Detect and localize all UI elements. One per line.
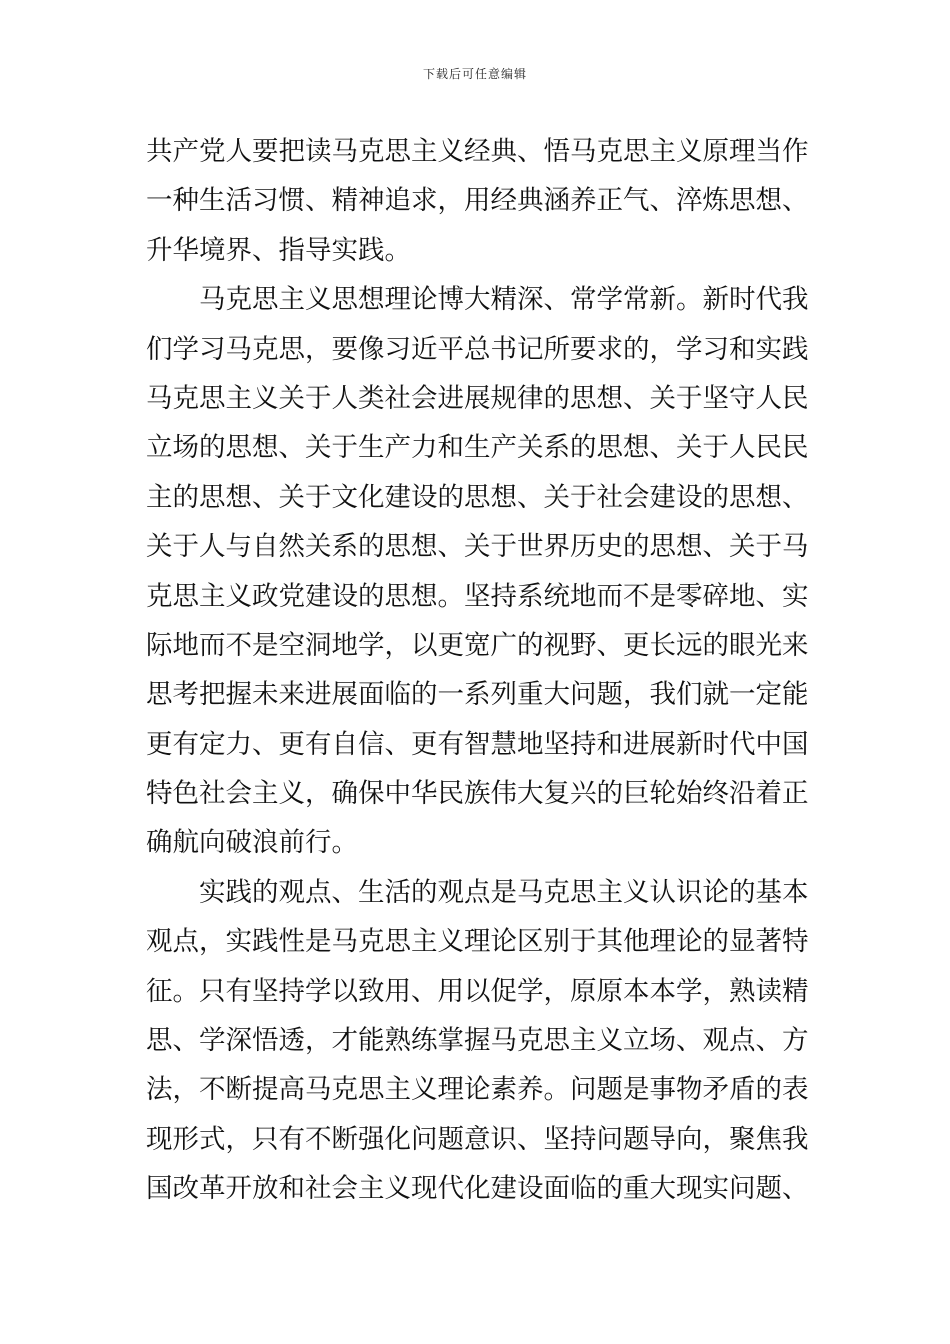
- document-body: [146, 127, 809, 1214]
- paragraph-2-line: 际地而不是空洞地学，以更宽广的视野、更长远的眼光来: [146, 629, 809, 661]
- paragraph-2-line: 们学习马克思，要像习近平总书记所要求的，学习和实践: [146, 333, 809, 365]
- paragraph-2-line: 关于人与自然关系的思想、关于世界历史的思想、关于马: [146, 531, 809, 563]
- paragraph-2-line: 立场的思想、关于生产力和生产关系的思想、关于人民民: [146, 432, 809, 464]
- paragraph-2-line: 克思主义政党建设的思想。坚持系统地而不是零碎地、实: [146, 580, 809, 612]
- paragraph-3-line: 征。只有坚持学以致用、用以促学，原原本本学，熟读精: [146, 975, 809, 1007]
- paragraph-2-line: 确航向破浪前行。: [146, 827, 358, 859]
- paragraph-2-line: 更有定力、更有自信、更有智慧地坚持和进展新时代中国: [146, 728, 809, 760]
- paragraph-2-line: 特色社会主义，确保中华民族伟大复兴的巨轮始终沿着正: [146, 778, 809, 810]
- paragraph-3-line: 思、学深悟透，才能熟练掌握马克思主义立场、观点、方: [146, 1025, 809, 1057]
- paragraph-3-line: 观点，实践性是马克思主义理论区别于其他理论的显著特: [146, 926, 809, 958]
- paragraph-3-line: 现形式，只有不断强化问题意识、坚持问题导向，聚焦我: [146, 1123, 809, 1155]
- paragraph-2-line: 思考把握未来进展面临的一系列重大问题，我们就一定能: [146, 679, 809, 711]
- paragraph-2-line: 主的思想、关于文化建设的思想、关于社会建设的思想、: [146, 481, 809, 513]
- paragraph-3-first-line: 实践的观点、生活的观点是马克思主义认识论的基本: [199, 876, 809, 908]
- paragraph-1-line: 共产党人要把读马克思主义经典、悟马克思主义原理当作: [146, 136, 809, 167]
- page-header-note: 下载后可任意编辑: [422, 67, 527, 81]
- paragraph-1-line: 升华境界、指导实践。: [146, 234, 411, 266]
- paragraph-3-line: 国改革开放和社会主义现代化建设面临的重大现实问题、: [146, 1173, 809, 1205]
- paragraph-3-line: 法，不断提高马克思主义理论素养。问题是事物矛盾的表: [146, 1074, 809, 1106]
- paragraph-1-line: 一种生活习惯、精神追求，用经典涵养正气、淬炼思想、: [146, 185, 809, 217]
- paragraph-2-line: 马克思主义关于人类社会进展规律的思想、关于坚守人民: [146, 382, 809, 414]
- paragraph-2-first-line: 马克思主义思想理论博大精深、常学常新。新时代我: [199, 284, 809, 316]
